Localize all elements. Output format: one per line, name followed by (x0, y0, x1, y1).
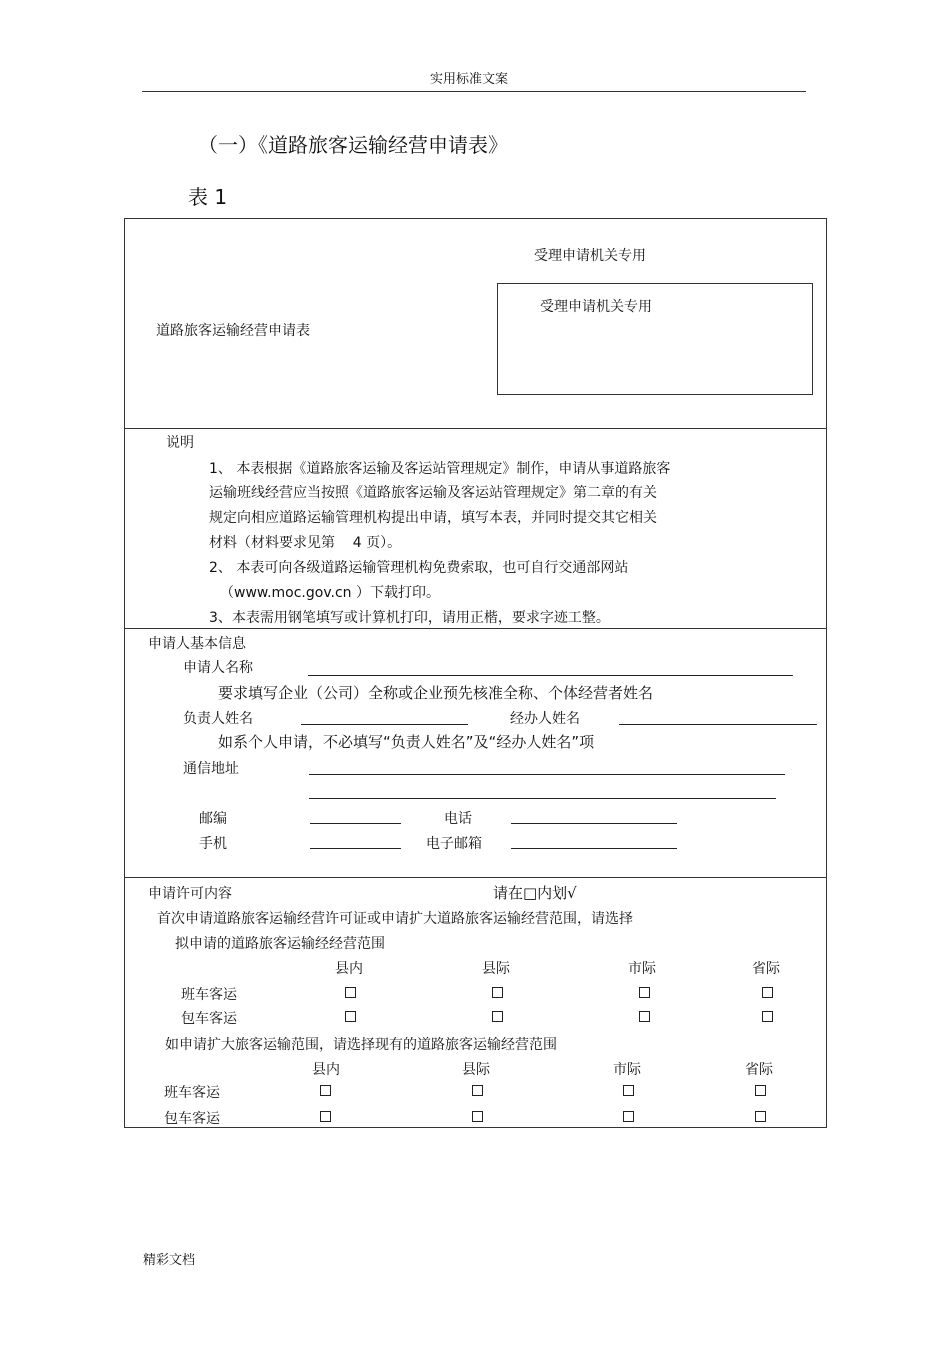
row-charter-bus: 包车客运 (181, 1011, 237, 1027)
first-apply-instruction: 首次申请道路旅客运输经营许可证或申请扩大道路旅客运输经营范围，请选择 (157, 911, 633, 927)
mobile-label: 手机 (199, 836, 227, 852)
postcode-label: 邮编 (199, 811, 227, 827)
email-field[interactable] (511, 848, 677, 849)
email-label: 电子邮箱 (426, 836, 482, 852)
license-content-heading: 申请许可内容 (148, 886, 232, 902)
checkbox-existing-scheduled-inter-city[interactable] (623, 1085, 634, 1096)
instruction-line: 规定向相应道路运输管理机构提出申请，填写本表，并同时提交其它相关 (209, 510, 657, 526)
table-label: 表 1 (188, 185, 228, 209)
applicant-name-field[interactable] (308, 675, 793, 676)
checkbox-charter-inter-county[interactable] (492, 1011, 503, 1022)
column-county-inner: 县内 (335, 961, 363, 977)
checkbox-existing-charter-inter-city[interactable] (623, 1111, 634, 1122)
mobile-field[interactable] (310, 848, 401, 849)
phone-field[interactable] (511, 823, 677, 824)
checkbox-existing-charter-inter-province[interactable] (755, 1111, 766, 1122)
applicant-name-label: 申请人名称 (183, 660, 253, 676)
instruction-line: 材料（材料要求见第 4 页）。 (209, 535, 402, 551)
intended-scope-label: 拟申请的道路旅客运输经经营范围 (175, 936, 385, 952)
handler-label: 经办人姓名 (510, 711, 580, 727)
checkbox-existing-scheduled-county-inner[interactable] (320, 1085, 331, 1096)
checkbox-scheduled-inter-county[interactable] (492, 987, 503, 998)
personal-application-note: 如系个人申请，不必填写“负责人姓名”及“经办人姓名”项 (218, 733, 595, 751)
applicant-name-note: 要求填写企业（公司）全称或企业预先核准全称、个体经营者姓名 (218, 684, 654, 702)
column-inter-province: 省际 (752, 961, 780, 977)
row-divider-1 (124, 428, 827, 429)
row-scheduled-bus: 班车客运 (181, 987, 237, 1003)
checkbox-charter-county-inner[interactable] (345, 1011, 356, 1022)
checkbox-charter-inter-province[interactable] (762, 1011, 773, 1022)
office-box-label: 受理申请机关专用 (540, 299, 652, 315)
form-name: 道路旅客运输经营申请表 (156, 323, 310, 339)
checkbox-scheduled-inter-province[interactable] (762, 987, 773, 998)
header-rule (142, 91, 806, 92)
checkbox-scheduled-county-inner[interactable] (345, 987, 356, 998)
row-charter-bus-existing: 包车客运 (164, 1111, 220, 1127)
column-inter-city: 市际 (628, 961, 656, 977)
row-divider-2 (124, 628, 827, 629)
row-scheduled-bus-existing: 班车客运 (164, 1085, 220, 1101)
phone-label: 电话 (444, 811, 472, 827)
instructions-heading: 说明 (166, 435, 194, 451)
column-inter-province: 省际 (745, 1062, 773, 1078)
instruction-line: 运输班线经营应当按照《道路旅客运输及客运站管理规定》第二章的有关 (209, 485, 657, 501)
column-county-inner: 县内 (312, 1062, 340, 1078)
instruction-line: （www.moc.gov.cn ）下载打印。 (220, 585, 440, 601)
responsible-person-field[interactable] (301, 724, 468, 725)
instruction-line: 1、 本表根据《道路旅客运输及客运站管理规定》制作，申请从事道路旅客 (209, 461, 671, 477)
handler-field[interactable] (619, 724, 817, 725)
address-field-line-2[interactable] (309, 798, 776, 799)
checkbox-existing-charter-county-inner[interactable] (320, 1111, 331, 1122)
instruction-line: 2、 本表可向各级道路运输管理机构免费索取，也可自行交通部网站 (209, 560, 629, 576)
address-label: 通信地址 (183, 761, 239, 777)
address-field-line-1[interactable] (309, 774, 785, 775)
tick-instruction: 请在□内划√ (493, 884, 577, 902)
column-inter-city: 市际 (613, 1062, 641, 1078)
checkbox-existing-charter-inter-county[interactable] (472, 1111, 483, 1122)
column-inter-county: 县际 (462, 1062, 490, 1078)
checkbox-existing-scheduled-inter-county[interactable] (472, 1085, 483, 1096)
page-header: 实用标准文案 (430, 72, 509, 87)
office-use-label: 受理申请机关专用 (534, 248, 646, 264)
expand-scope-instruction: 如申请扩大旅客运输范围，请选择现有的道路旅客运输经营范围 (165, 1037, 557, 1053)
document-title: （一）《道路旅客运输经营申请表》 (198, 133, 508, 157)
checkbox-existing-scheduled-inter-province[interactable] (755, 1085, 766, 1096)
page-footer: 精彩文档 (143, 1253, 196, 1268)
instruction-line: 3、本表需用钢笔填写或计算机打印，请用正楷，要求字迹工整。 (209, 610, 610, 626)
postcode-field[interactable] (310, 823, 401, 824)
row-divider-3 (124, 877, 827, 878)
column-inter-county: 县际 (482, 961, 510, 977)
responsible-person-label: 负责人姓名 (183, 711, 253, 727)
checkbox-scheduled-inter-city[interactable] (639, 987, 650, 998)
applicant-info-heading: 申请人基本信息 (148, 636, 246, 652)
checkbox-charter-inter-city[interactable] (639, 1011, 650, 1022)
